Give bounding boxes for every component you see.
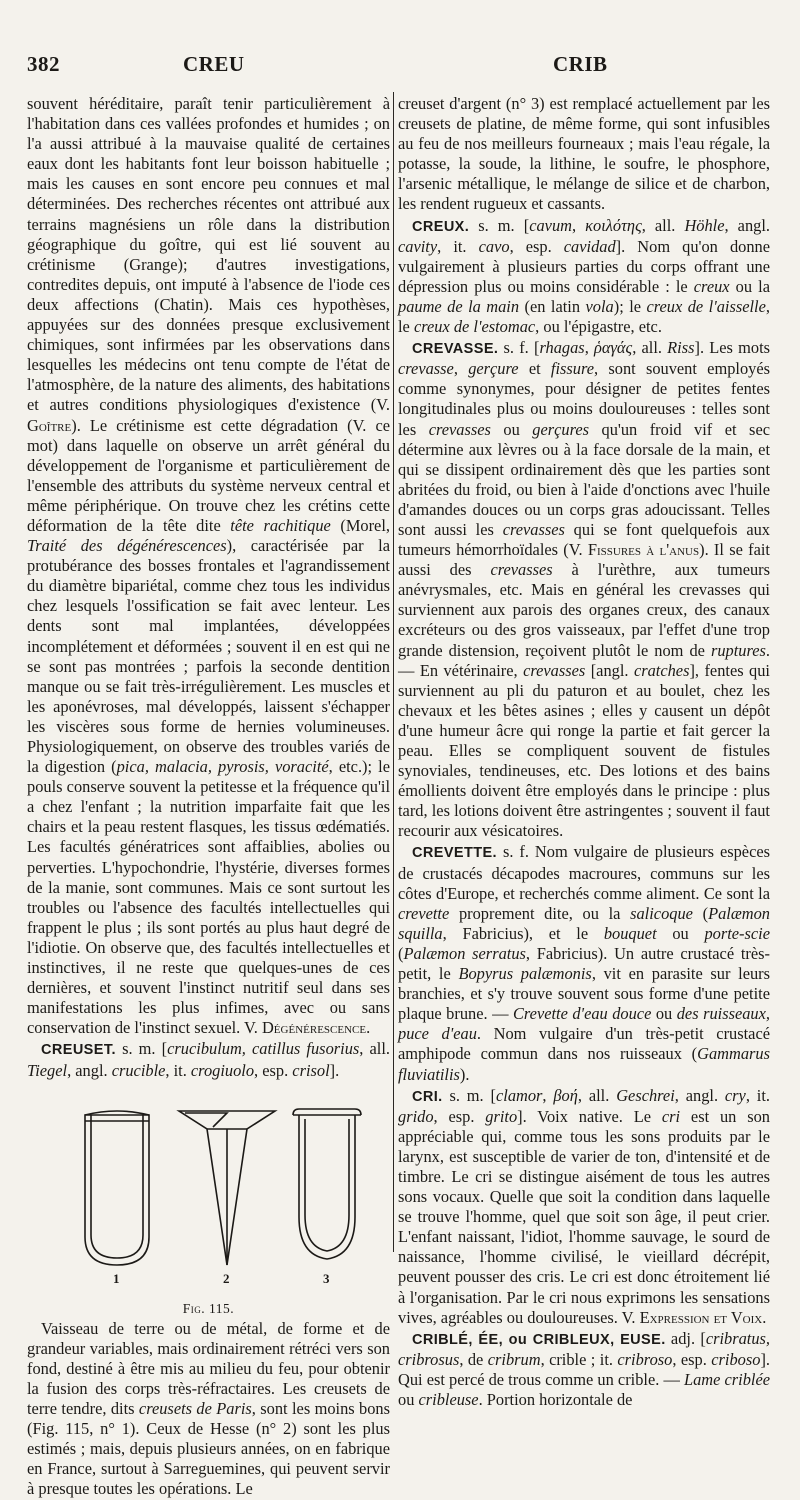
figure-label-3: 3	[323, 1270, 330, 1286]
italic-term: cri	[661, 1106, 681, 1126]
text-run: est un son appréciable qui, comme tous les sons produits par le larynx, est susceptible de varier de ton, d'intensité et de timbre. Le cri se distingue aisément de tous les autres sons vocaux. Quelle que soit la condition dans laquelle se trouve l'homme, quel que soit son âge, il peut crier. L'enfant naissant, l'idiot, l'homme sauvage, le sourd de naissance, l'homme civilisé, le vieillard décrépit, peuvent pousser des cris. Le cri est donc étroitement lié à l'organisation. Par le cri nous exprimons les sensations vives, agréables ou douloureuses. V.	[398, 1106, 770, 1327]
figure-caption: Fig. 115.	[182, 1300, 235, 1316]
italic-term: Höhle	[684, 215, 725, 235]
italic-term: crevasses	[428, 419, 491, 439]
text-run: , it.	[165, 1060, 191, 1080]
text-run: .	[366, 1018, 371, 1038]
italic-term: clamor	[495, 1085, 543, 1105]
italic-term: crevasses	[523, 660, 586, 680]
text-run: creuset d'argent (n° 3) est remplacé actuellement par les creusets de platine, de même forme, qui sont infusibles au feu de nos meilleurs fourneaux ; mais l'eau régale, la potasse, la soude, la lithine, le soufre, le phosphore, l'arsenic métallique, le mélange de silice et de charbon, les rendent rugueux et cassants.	[398, 94, 770, 214]
entry-creux	[398, 216, 770, 338]
italic-term: gerçure	[468, 359, 519, 379]
text-run: adj. [	[665, 1328, 706, 1348]
text-run: . Portion horizontale de	[478, 1390, 633, 1409]
greek-term: κοιλότης	[585, 215, 642, 235]
italic-term: cavity	[398, 236, 438, 256]
figure-label-2: 2	[223, 1270, 230, 1286]
italic-term: Riss	[667, 338, 695, 358]
entry-crevette	[398, 842, 770, 1084]
italic-term: criboso	[711, 1349, 761, 1369]
text-run: , esp.	[254, 1060, 293, 1080]
italic-term: grito	[485, 1106, 518, 1126]
text-run: ). Le crétinisme est cette dégradation (V. ce mot) dans laquelle on observe un arrêt général du développement de l'organisme et particulièrement de l'ensemble des attributs du système nerveux central et même périphérique. On trouve chez les crétins cette déformation de la tête dite	[27, 415, 390, 535]
entry-crevasse	[398, 338, 770, 841]
italic-term: cribratus, cribrosus	[398, 1328, 771, 1369]
text-run: , angl.	[674, 1085, 725, 1105]
italic-term: cribleuse	[418, 1390, 479, 1409]
italic-term: crucibulum, catillus fusorius	[167, 1039, 360, 1059]
italic-term: Lame criblée	[683, 1369, 770, 1389]
right-column	[398, 94, 771, 1409]
text-run: s. m. [	[442, 1085, 496, 1105]
page-number: 382	[27, 52, 60, 76]
italic-term: pica, malacia, pyrosis, voracité	[116, 757, 329, 777]
text-run: ]. Voix native. Le	[517, 1106, 662, 1126]
text-run: proprement dite, ou la	[449, 903, 631, 923]
crucibles-illustration	[27, 1087, 390, 1287]
italic-term: grido	[398, 1106, 434, 1126]
text-run: ].	[329, 1060, 340, 1080]
italic-term: creux	[693, 276, 730, 296]
crucible-figure	[27, 1087, 390, 1295]
entry-cri	[398, 1086, 770, 1328]
headword: CRIBLÉ, ÉE, ou CRIBLEUX, EUSE.	[412, 1331, 666, 1348]
text-run: qu'un froid vif et sec détermine aux lèvres ou à la face dorsale de la main, et qui se dissipent ordinairement dès que les parties sont abritées du froid, ou bien à l'aide d'onctions avec l'huile d'amandes douces ou un corps gras adoucissant. Telles sont aussi les	[398, 419, 770, 539]
italic-term: creux de l'estomac	[413, 317, 536, 337]
italic-term: Geschrei	[616, 1085, 675, 1105]
text-run: , all.	[577, 1085, 617, 1105]
text-run: ]. Qui est percé de trous comme un crible. —	[398, 1349, 770, 1389]
italic-term: gerçures	[532, 419, 590, 439]
italic-term: Bopyrus palæmonis	[458, 964, 592, 984]
text-run: (en latin	[519, 296, 586, 316]
text-run: (Morel,	[330, 515, 390, 535]
text-run: , sont les moins bons (Fig. 115, n° 1). Ceux de Hesse (n° 2) sont les plus estimés ; mais, depuis plusieurs années, on en fabrique en France, surtout à Sarreguemines, qui peuvent servir à presque toutes les opérations. Le	[27, 1399, 391, 1499]
text-run: , esp.	[672, 1349, 712, 1369]
text-run: ), caractérisée par la protubérance des bosses frontales et l'agrandissement du diamètre bipariétal, comme chez tous les individus chez lesquels l'ossification se fait avec lenteur. Les dents sont mal implantées, développées incomplétement et déformées ; souvent il en est qui ne se sont pas montrées ; parfois la seconde dentition manque ou se fait très-irrégulièrement. Les muscles et les aponévroses, mal développés, laissent s'échapper les viscères sous forme de hernies volumineuses. Physiologiquement, on observe des troubles variés de la digestion (	[27, 536, 390, 777]
headword: CRI.	[412, 1088, 443, 1105]
text-run: , de	[459, 1349, 488, 1369]
italic-term: cavidad	[563, 236, 616, 256]
headword: CREUX.	[412, 218, 470, 235]
text-run: , all.	[359, 1039, 390, 1059]
italic-term: Tiegel	[27, 1060, 68, 1080]
italic-term: tête rachitique	[230, 515, 331, 535]
text-run: s. m. [	[469, 215, 530, 235]
figure-label-1: 1	[113, 1270, 120, 1286]
text-run: , crible ; it.	[540, 1349, 618, 1369]
text-run: qui se font quelquefois aux tumeurs hémorrhoïdales (V.	[398, 519, 770, 560]
italic-term: rhagas	[539, 338, 585, 358]
text-run: à l'urèthre, aux tumeurs anévrysmales, etc. Mais en général les crevasses qui surviennent aux parois des organes creux, des canaux excréteurs ou des gros vaisseaux, par l'effet d'une trop grande distension, reçoivent plutôt le nom de	[398, 560, 771, 660]
cross-reference: Expression et Voix	[639, 1307, 763, 1327]
text-run: s. f. [	[498, 338, 540, 358]
text-run: , Fabricius). Un autre crustacé très-petit, le	[398, 943, 770, 984]
italic-term: crucible	[111, 1060, 166, 1080]
italic-term: cratches	[633, 660, 690, 680]
text-run: ]. Nom qu'on donne vulgairement à plusieurs parties du corps offrant une dépression plus ou moins considérable : le	[398, 236, 771, 296]
running-head-right: CRIB	[553, 52, 608, 76]
italic-term: cribrum	[487, 1349, 541, 1369]
italic-term: porte-scie	[704, 923, 770, 943]
italic-term: crevette	[398, 903, 450, 923]
text-run: ou	[656, 923, 705, 943]
italic-term: paume de la main	[398, 296, 520, 316]
text-run: Vaisseau de terre ou de métal, de forme et de grandeur variables, mais ordinairement rétréci vers son fond, destiné à être mis au milieu du feu, pour obtenir la fusion des corps très-réfractaires. Les creusets de terre tendre, dits	[27, 1318, 390, 1419]
text-run: , angl.	[724, 215, 771, 235]
text-run: ); le	[613, 296, 647, 316]
italic-term: Crevette d'eau douce	[512, 1004, 652, 1024]
italic-term: crevasses	[502, 519, 565, 539]
text-run: , it.	[745, 1085, 771, 1105]
italic-term: crisol	[292, 1060, 330, 1080]
italic-term: cavum	[529, 215, 572, 235]
text-run: ,	[584, 338, 594, 358]
creuset-description	[27, 1319, 390, 1500]
greek-term: ῥαγάς	[594, 338, 633, 358]
greek-term: βοή	[553, 1085, 578, 1105]
italic-term: Palæmon serratus	[403, 943, 526, 963]
italic-term: cavo	[478, 236, 510, 256]
italic-term: creusets de Paris	[138, 1399, 252, 1419]
text-run: ,	[571, 215, 586, 235]
text-run: . Nom vulgaire d'un très-petit crustacé amphipode commun dans nos ruisseaux (	[398, 1024, 770, 1064]
italic-term: fissure	[550, 359, 595, 379]
running-head-left: CREU	[183, 52, 245, 76]
entry-creuset	[27, 1039, 390, 1080]
creuset-continuation	[398, 94, 770, 215]
italic-term: crevasses	[490, 560, 553, 580]
italic-term: creux de l'aisselle	[646, 296, 766, 316]
text-run: souvent héréditaire, paraît tenir particulièrement à l'habitation dans ces vallées profondes et humides ; on l'a aussi attribué à la mauvaise qualité de certaines eaux dont les habitants font leur boisson habituelle ; mais les causes en sont encore peu connues et mal déterminées. Des recherches récentes ont attribué aux terrains magnésiens un rôle dans la distribution géographique du goître, qui est lié souvent au crétinisme (Grange); d'autres investigations, contredites depuis, ont imputé à l'absence de l'iode ces deux affections (Chatin). Mais ces hypothèses, appuyées sur des données presque exclusivement chimiques, sont infirmées par les observations dans lesquelles les médecins ont tenu compte de l'état de l'atmosphère, de la nature des aliments, des habitations et autres conditions physiologiques d'existence (V.	[27, 94, 390, 415]
cretinisme-continuation	[27, 94, 390, 1038]
text-run: , vit en parasite sur leurs branchies, et s'y trouve souvent sous forme d'une petite plaque brune. —	[398, 964, 770, 1024]
left-column	[27, 94, 390, 1500]
italic-term: Gammarus fluviatilis	[398, 1044, 770, 1084]
italic-term: crogiuolo	[190, 1060, 255, 1080]
text-run: ], fentes qui surviennent au pli du paturon et au boulet, chez les chevaux et les bêtes asines ; elles y causent un dépôt d'une humeur âcre qui ronge la partie et fait gercer la peau. Elles se compliquent souvent de fistules synoviales, tendineuses, etc. Des lotions et des bains émollients doivent être employés dans le principe : plus tard, les lotions doivent être astringentes ; souvent il faut recourir aux vésicatoires.	[398, 660, 770, 841]
italic-term: ruptures	[710, 640, 766, 660]
entry-crible	[398, 1329, 770, 1410]
italic-term: bouquet	[603, 923, 657, 943]
text-run: , le	[398, 296, 770, 337]
column-divider	[393, 92, 394, 1252]
text-run: s. m. [	[115, 1039, 168, 1059]
text-run: , etc.); le pouls conserve souvent la petitesse et la fréquence qu'il a chez l'enfant ; la nutrition imparfaite fait que les chairs et la peau restent flasques, les tissus œdématiés. Les facultés génératrices sont affaiblies, abolies ou perverties. L'hypochondrie, l'hystérie, diverses formes de la manie, sont communes. Mais ce sont surtout les troubles ou l'absence des facultés intellectuelles qui frappent le plus ; ils sont portés au plus haut degré de l'idiotie. On observe que, des facultés intellectuelles et instinctives, il ne reste que quelques-unes de ces dernières, et souvent l'instinct nutritif seul dans ses manifestations les plus infimes, avec ou sans conservation de l'instinct sexuel. V.	[27, 757, 390, 1038]
text-run: , Fabricius), et le	[442, 923, 604, 943]
text-run: . — En vétérinaire,	[398, 640, 770, 680]
text-run: , all.	[641, 215, 685, 235]
text-run: [angl.	[585, 660, 634, 680]
italic-term: crevasse	[398, 359, 454, 379]
text-run: ou	[490, 419, 533, 439]
cross-reference: Fissures à l'anus	[587, 540, 700, 560]
text-run: , ou l'épigastre, etc.	[535, 317, 662, 337]
headword: CREUSET.	[41, 1042, 116, 1059]
italic-term: salicoque	[630, 903, 693, 923]
text-run: , sont souvent employés comme synonymes, pour désigner de petites fentes longitudinales plus ou moins douloureuses : telles sont les	[398, 359, 770, 439]
text-run: ou	[398, 1390, 419, 1409]
italic-term: Traité des dégénérescences	[27, 536, 227, 556]
text-run: ,	[542, 1085, 554, 1105]
text-run: ou la	[729, 276, 770, 296]
text-run: , all.	[632, 338, 668, 358]
text-run: ). Il se fait aussi des	[398, 540, 770, 580]
text-run: ou	[651, 1004, 677, 1024]
text-run: , esp.	[509, 236, 564, 256]
text-run: (	[398, 943, 404, 963]
headword: CREVASSE.	[412, 341, 499, 358]
headword: CREVETTE.	[412, 845, 497, 862]
text-run: .	[762, 1307, 767, 1327]
italic-term: cribroso	[617, 1349, 673, 1369]
text-run: ).	[459, 1064, 470, 1084]
text-run: et	[518, 359, 551, 379]
text-run: , esp.	[433, 1106, 486, 1126]
italic-term: cry	[724, 1085, 746, 1105]
text-run: ,	[453, 359, 469, 379]
italic-term: des ruisseaux, puce d'eau	[398, 1004, 770, 1044]
cross-reference: Goître	[27, 415, 72, 435]
text-run: , it.	[437, 236, 479, 256]
italic-term: Palæmon squilla	[398, 903, 770, 943]
text-run: (	[692, 903, 709, 923]
cross-reference: Dégénérescence	[261, 1018, 367, 1038]
text-run: ]. Les mots	[694, 338, 771, 358]
italic-term: vola	[585, 296, 614, 316]
text-run: , angl.	[67, 1060, 112, 1080]
text-run: s. f. Nom vulgaire de plusieurs espèces de crustacés décapodes macroures, communs sur les côtes d'Europe, et recherchés comme aliment. Ce sont la	[398, 842, 770, 903]
